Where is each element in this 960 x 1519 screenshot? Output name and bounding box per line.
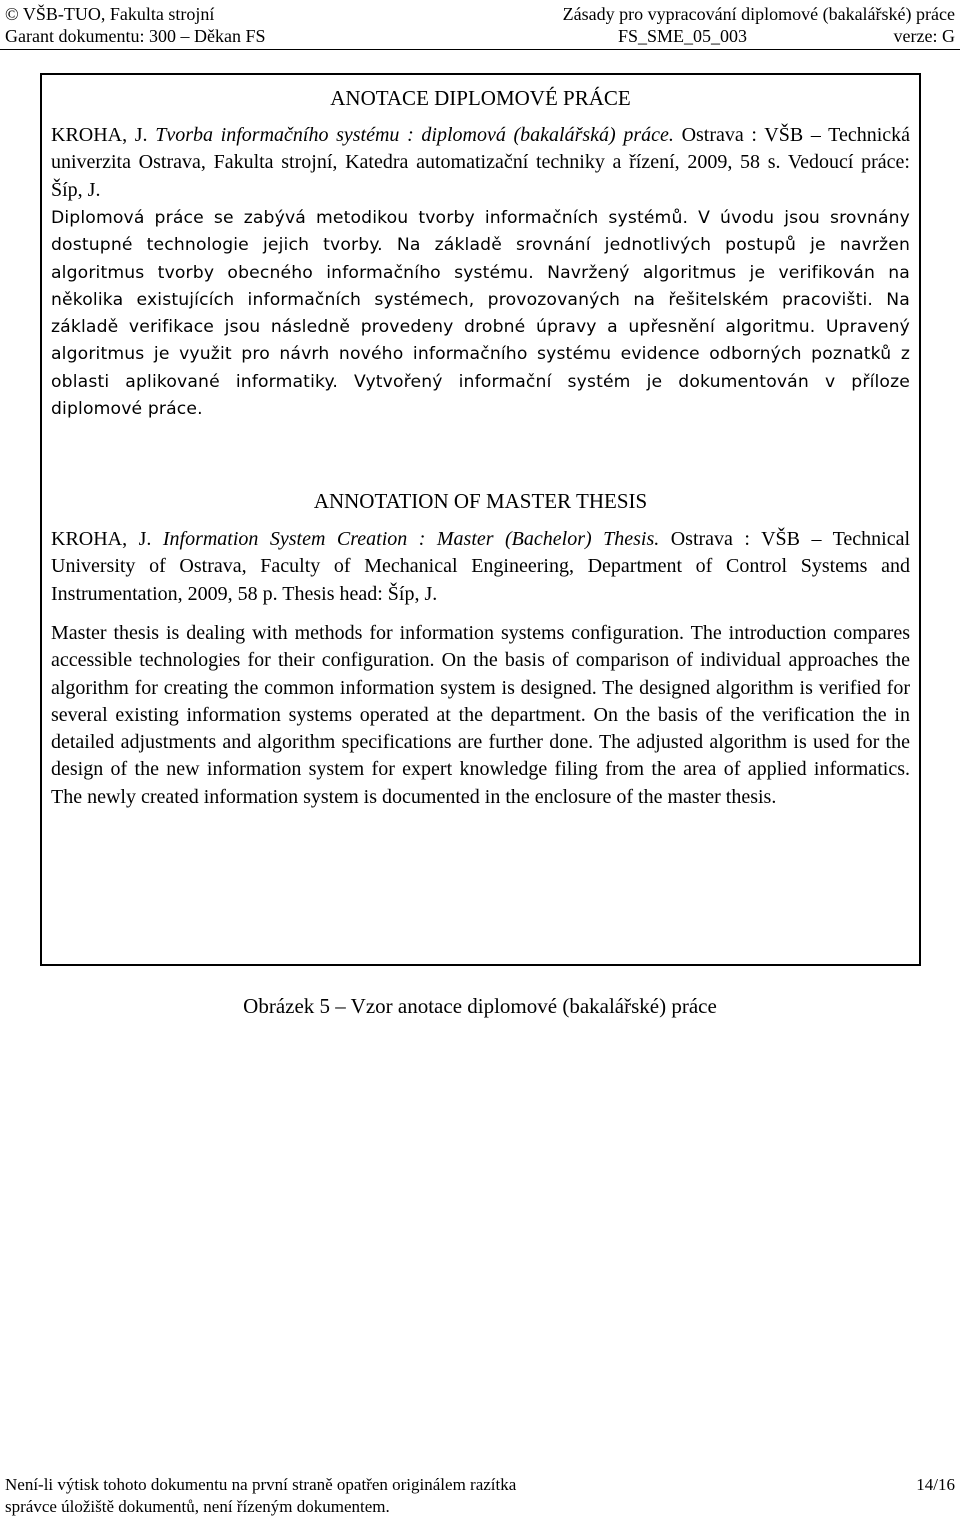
figure-caption: Obrázek 5 – Vzor anotace diplomové (bakalářské) práce bbox=[243, 994, 717, 1018]
citation-en-details: Ostrava : VŠB – Technical University of Ostrava, Faculty of Mechanical Engineering, Department of Control Systems and Instrumentation, 2009, 58 p. Thesis head: Šíp, J. bbox=[51, 528, 911, 605]
annotation-en-title: ANNOTATION OF MASTER THESIS bbox=[313, 489, 648, 513]
citation-cz-details: Ostrava : VŠB – Technická univerzita Ostrava, Fakulta strojní, Katedra automatizační techniky a řízení, 2009, 58 s. Vedoucí práce: Šíp, J. bbox=[51, 124, 911, 201]
page-header-row-1 bbox=[5, 2, 955, 26]
citation-en-title: Information System Creation : Master (Bachelor) Thesis. bbox=[162, 528, 660, 550]
header-version: verze: G bbox=[893, 26, 955, 46]
annotation-en-abstract: Master thesis is dealing with methods for information systems configuration. The introduction compares accessible technologies for their configuration. On the basis of comparison of individual approaches the algorithm for creating the common information system is designed. The designed algorithm is verified for several existing information systems operated at the department. On the basis of the verification the in detailed adjustments and algorithm specifications are further done. The adjusted algorithm is used for the design of the new information system for expert knowledge filing from the area of applied informatics. The newly created information system is documented in the enclosure of the master thesis. bbox=[51, 622, 910, 808]
citation-cz-author: KROHA, J. bbox=[51, 124, 148, 146]
citation-en-author: KROHA, J. bbox=[51, 528, 152, 550]
footer-page-number: 14/16 bbox=[916, 1475, 955, 1494]
footer-notice-line-1: Není-li výtisk tohoto dokumentu na první straně opatřen originálem razítka bbox=[5, 1475, 517, 1494]
annotation-en-citation bbox=[51, 526, 910, 608]
annotation-cz-citation bbox=[51, 122, 910, 204]
header-copyright: © VŠB-TUO, Fakulta strojní bbox=[5, 4, 215, 24]
annotation-cz-abstract: Diplomová práce se zabývá metodikou tvorby informačních systémů. V úvodu jsou srovnány dostupné technologie jejich tvorby. Na základě srovnání jednotlivých postupů je navržen algoritmus tvorby obecného informačního systému. Navržený algoritmus je verifikován na několika existujících informačních systémech, provozovaných na řešitelském pracovišti. Na základě verifikace jsou následně provedeny drobné úpravy a upřesnění algoritmu. Upravený algoritmus je využit pro návrh nového informačního systému evidence odborných poznatků z oblasti aplikované informatiky. Vytvořený informační systém je dokumentován v příloze diplomové práce. bbox=[51, 208, 910, 420]
header-divider bbox=[0, 49, 960, 50]
header-document-title: Zásady pro vypracování diplomové (bakalářské) práce bbox=[562, 4, 955, 24]
page-header-row-2 bbox=[5, 24, 955, 48]
annotation-cz-title: ANOTACE DIPLOMOVÉ PRÁCE bbox=[330, 86, 631, 110]
annotation-frame-content bbox=[51, 75, 910, 964]
footer-notice-line-2: správce úložiště dokumentů, není řízeným dokumentem. bbox=[5, 1497, 390, 1516]
header-guarantor: Garant dokumentu: 300 – Děkan FS bbox=[5, 26, 266, 46]
citation-cz-title: Tvorba informačního systému : diplomová (bakalářská) práce. bbox=[155, 124, 674, 146]
annotation-frame bbox=[40, 73, 921, 966]
header-document-code: FS_SME_05_003 bbox=[618, 26, 748, 46]
